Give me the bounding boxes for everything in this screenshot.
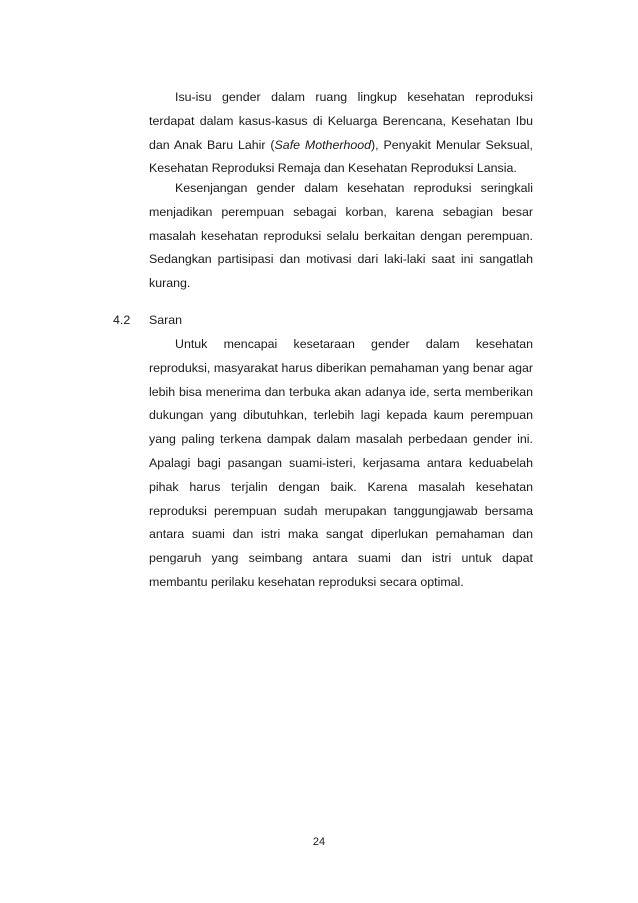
section-heading: [113, 309, 182, 333]
paragraph-gender-issues: [149, 86, 533, 181]
section-title: Saran: [149, 313, 183, 327]
paragraph-italic-term: Safe Motherhood: [274, 137, 372, 152]
paragraph-text: Kesenjangan gender dalam kesehatan reproduksi seringkali menjadikan perempuan sebagai korban, karena sebagian besar masalah kesehatan reproduksi selalu berkaitan dengan perempuan. Sedangkan partisipasi dan motivasi dari laki-laki saat ini sangatlah kurang.: [149, 181, 533, 291]
paragraph-gender-gap: [149, 177, 533, 296]
paragraph-saran: [149, 333, 533, 595]
section-number: 4.2: [113, 313, 131, 327]
paragraph-text: Untuk mencapai kesetaraan gender dalam kesehatan reproduksi, masyarakat harus diberikan pemahaman yang benar agar lebih bisa menerima dan terbuka akan adanya ide, serta memberikan dukungan yang dibutuhkan, terlebih lagi kepada kaum perempuan yang paling terkena dampak dalam masalah perbedaan gender ini. Apalagi bagi pasangan suami-isteri, kerjasama antara keduabelah pihak harus terjalin dengan baik. Karena masalah kesehatan reproduksi perempuan sudah merupakan tanggungjawab bersama antara suami dan istri maka sangat diperlukan pemahaman dan pengaruh yang seimbang antara suami dan istri untuk dapat membantu perilaku kesehatan reproduksi secara optimal.: [149, 337, 533, 589]
paragraph-text: Isu-isu gender dalam ruang lingkup kesehatan reproduksi terdapat dalam kasus-kasus di Keluarga Berencana, Kesehatan Ibu dan Anak Baru Lahir (: [149, 90, 533, 152]
page-number: 24: [312, 836, 326, 848]
paragraph-text: ), Penyakit Menular Seksual, Kesehatan Reproduksi Remaja dan Kesehatan Reproduksi Lansia.: [149, 137, 533, 176]
